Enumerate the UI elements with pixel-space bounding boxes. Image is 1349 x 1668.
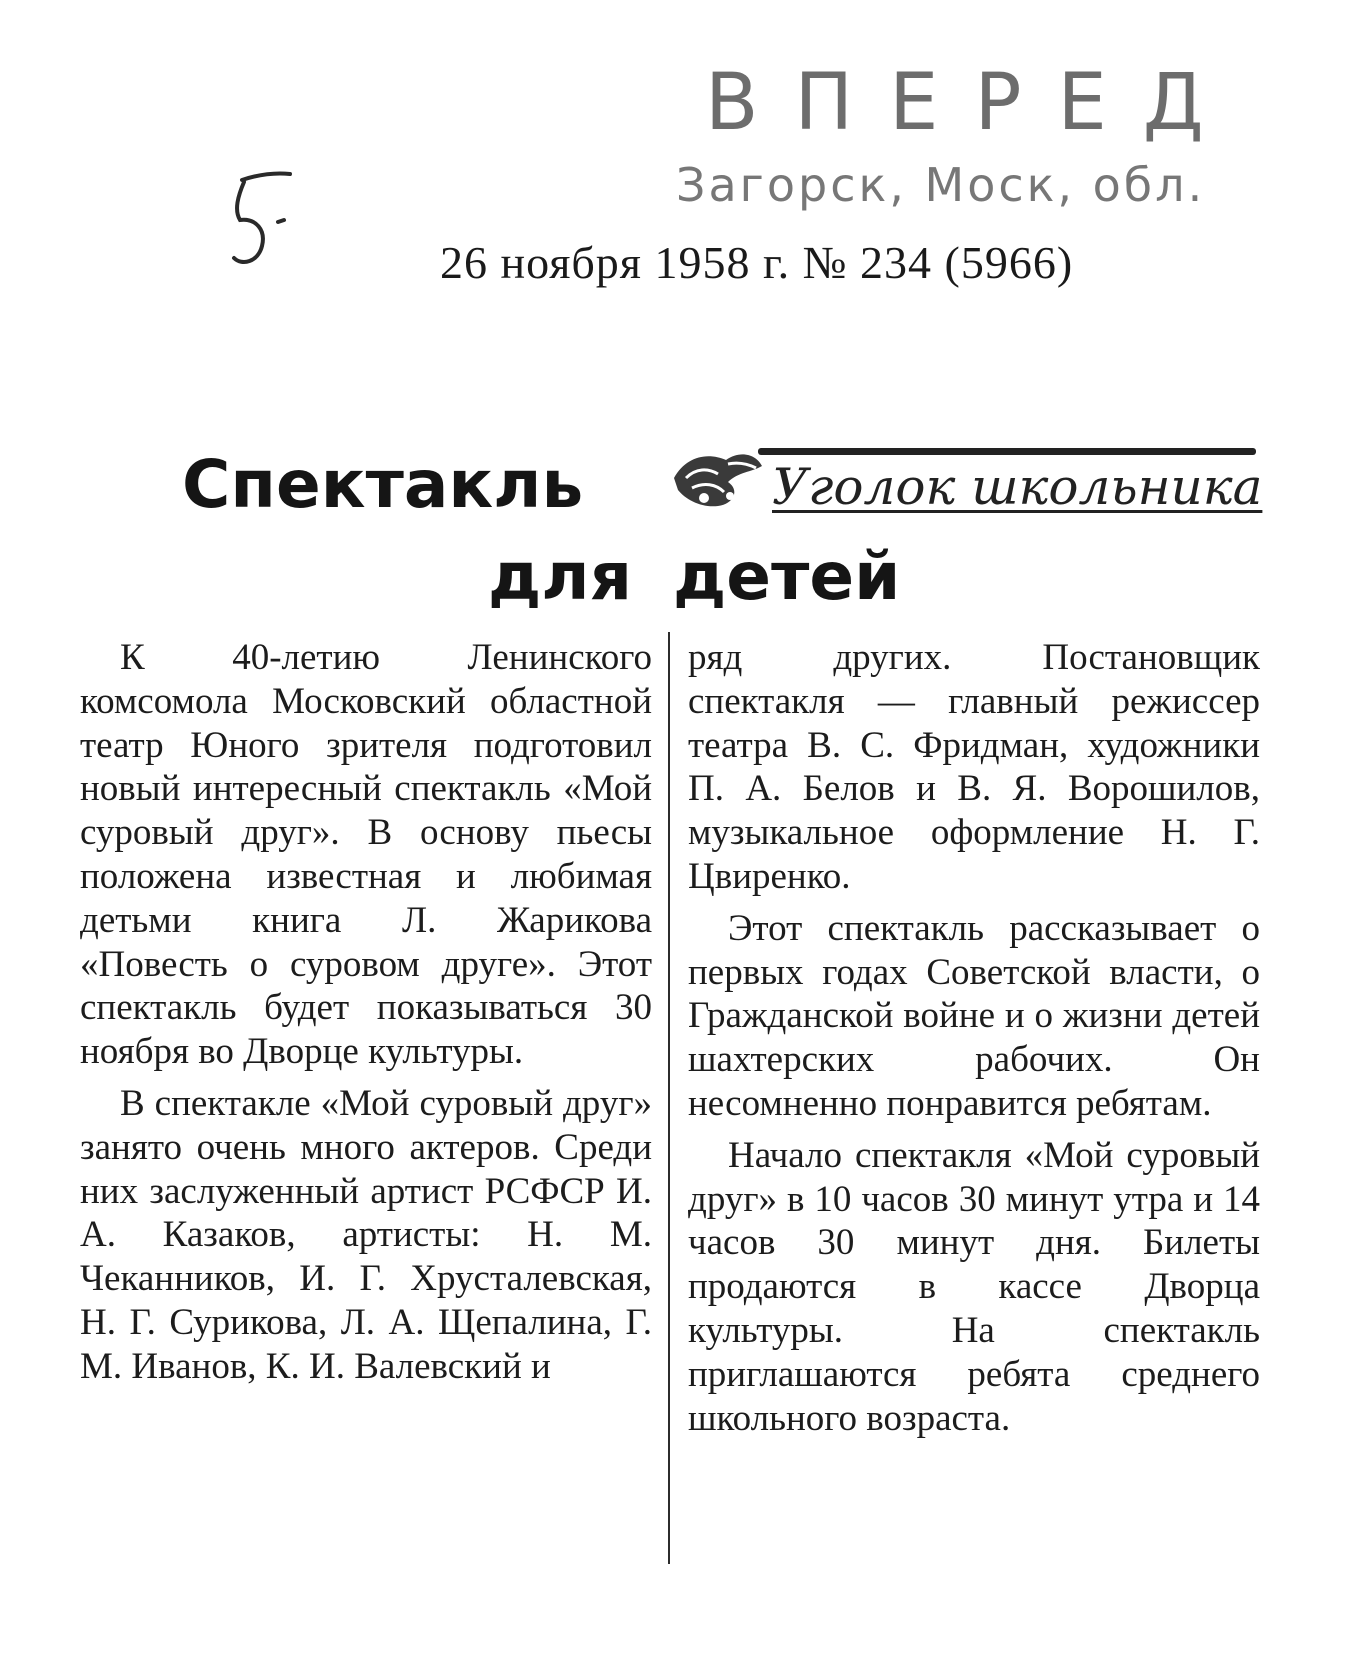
pencil-mark-icon xyxy=(220,166,330,276)
paragraph: В спектакле «Мой суровый друг» занято очень много актеров. Среди них заслуженный артист РСФСР И. А. Казаков, артисты: Н. М. Чеканников, И. Г. Хрусталевская, Н. Г. Сурикова, Л. А. Щепалина, Г. М. Иванов, К. И. Валевский и xyxy=(80,1082,652,1387)
newspaper-name-stamp: ВПЕРЕД xyxy=(705,58,1240,148)
paragraph: Начало спектакля «Мой суровый друг» в 10 часов 30 минут утра и 14 часов 30 минут дня. Билеты продаются в кассе Дворца культуры. На спектакль приглашаются ребята среднего школьного возраста. xyxy=(688,1134,1260,1439)
article-right-column xyxy=(688,636,1260,1448)
paragraph: ряд других. Постановщик спектакля — главный режиссер театра В. С. Фридман, художники П. А. Белов и В. Я. Ворошилов, музыкальное оформление Н. Г. Цвиренко. xyxy=(688,637,1260,897)
issue-date-number: 26 ноября 1958 г. № 234 (5966) xyxy=(440,237,1074,288)
rubric-header xyxy=(668,424,1268,524)
headline-line-1: Спектакль xyxy=(182,446,584,523)
paragraph: К 40-летию Ленинского комсомола Московский областной театр Юного зрителя подготовил новый интересный спектакль «Мой суровый друг». В основу пьесы положена известная и любимая детьми книга Л. Жарикова «Повесть о суровом друге». Этот спектакль будет показываться 30 ноября во Дворце культуры. xyxy=(80,637,652,1073)
rubric-label: Уголок школьника xyxy=(772,458,1263,516)
newspaper-place-stamp: Загорск, Моск, обл. xyxy=(676,158,1206,212)
headline-line-2: для детей xyxy=(488,538,901,615)
rubric-rule xyxy=(758,448,1256,455)
column-divider xyxy=(668,632,670,1564)
article-left-column xyxy=(80,636,652,1397)
paragraph: Этот спектакль рассказывает о первых годах Советской власти, о Гражданской войне и о жизни детей шахтерских рабочих. Он несомненно понравится ребятам. xyxy=(688,907,1260,1124)
ornament-icon xyxy=(668,438,768,514)
